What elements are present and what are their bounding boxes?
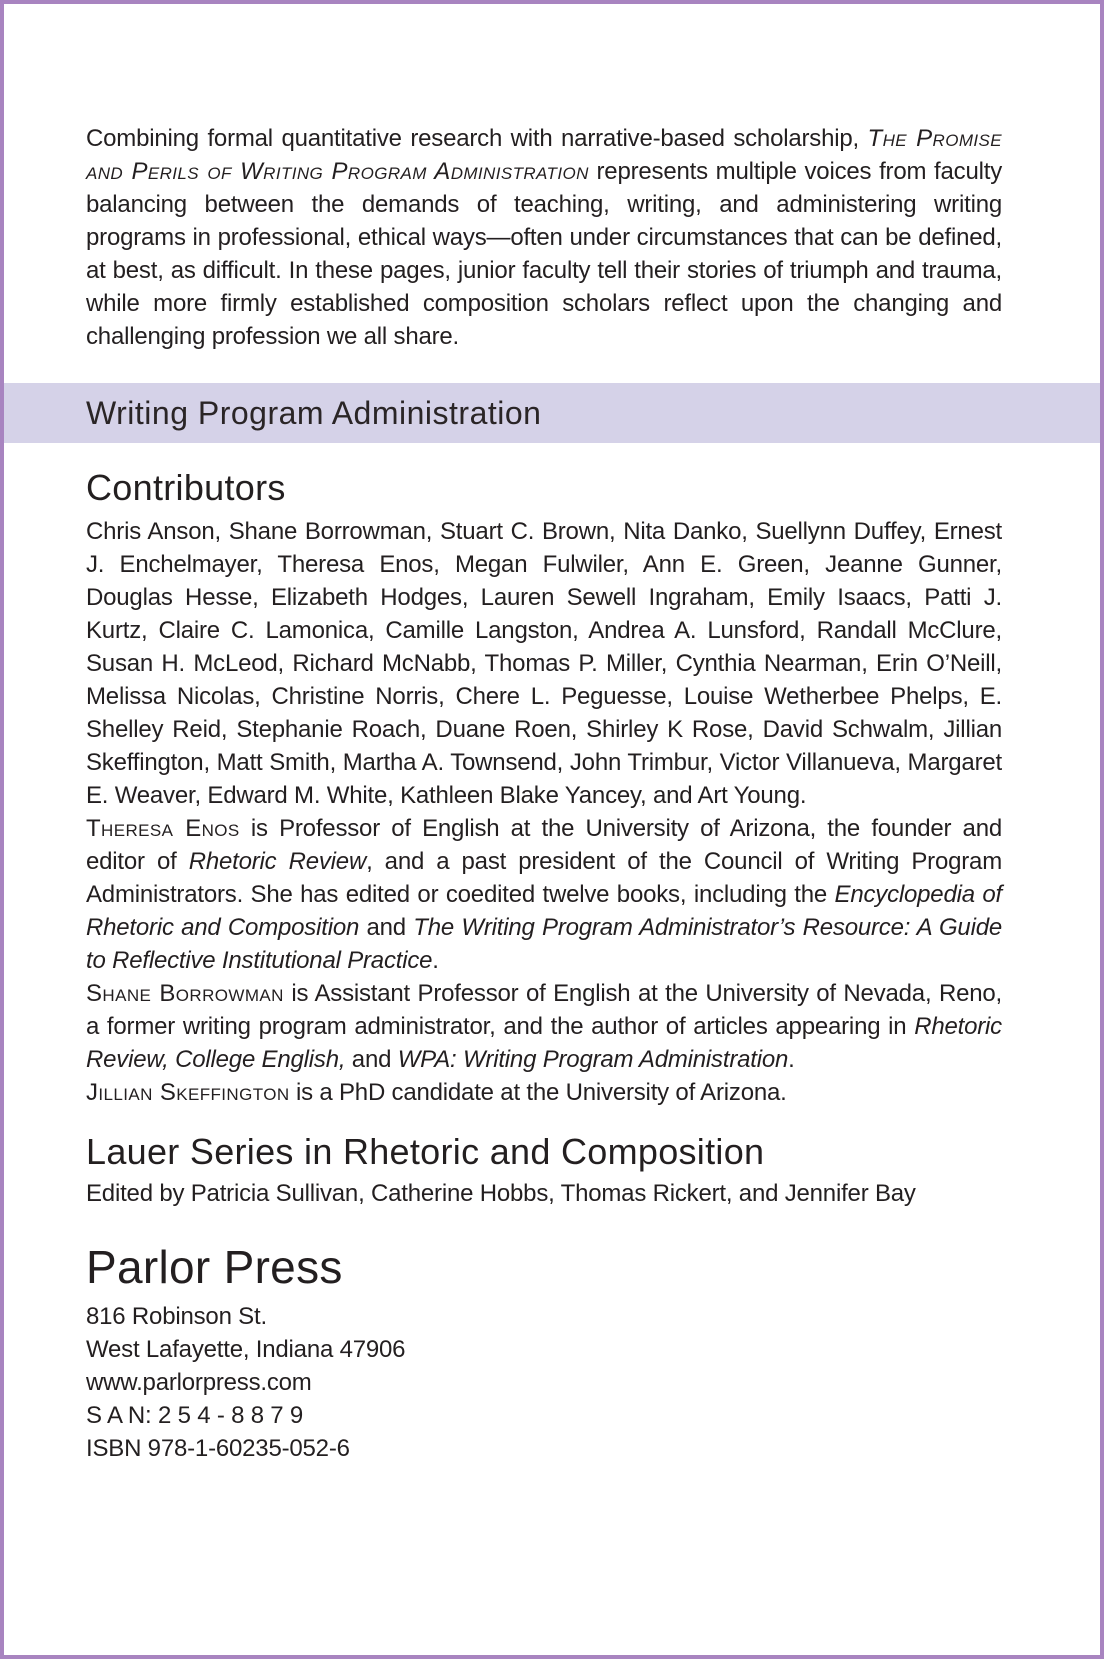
series-editors-line: Edited by Patricia Sullivan, Catherine Hobbs, Thomas Rickert, and Jennifer Bay [86,1180,916,1207]
bio-borrowman-text-3: . [788,1046,795,1073]
bio-enos-text-4: . [432,947,439,974]
author-name-theresa-enos: Theresa Enos [86,815,240,842]
bio-enos-text-3: and [359,914,414,941]
bio-theresa-enos [86,812,1002,977]
italic-title-encyclopedia: Encyclopedia of Rhetoric and Composition [86,881,1002,941]
publisher-san-number: S A N: 2 5 4 - 8 8 7 9 [86,1402,304,1429]
publisher-street-address: 816 Robinson St. [86,1303,267,1330]
bio-enos-text-1: is Professor of English at the University of Arizona, the founder and editor of [86,815,1002,875]
publisher-website: www.parlorpress.com [86,1369,312,1396]
publisher-name: Parlor Press [86,1241,343,1293]
bio-skeffington-text-1: is a PhD candidate at the University of Arizona. [289,1079,787,1106]
title-banner [4,383,1100,443]
intro-paragraph [86,122,1002,353]
intro-rest-text: represents multiple voices from faculty balancing between the demands of teaching, writing, and administering writing programs in professional, ethical ways—often under circumstances that can be defined, at best, as difficult. In these pages, junior faculty tell their stories of triumph and trauma, while more firmly established composition scholars reflect upon the changing and challenging profession we all share. [86,158,1003,350]
author-name-jillian-skeffington: Jillian Skeffington [86,1079,290,1106]
intro-lead-text: Combining formal quantitative research with narrative-based scholarship, [86,125,868,152]
italic-title-wpa-journal: WPA: Writing Program Administration [397,1046,789,1073]
bio-shane-borrowman [86,977,1002,1076]
bio-borrowman-text-1: is Assistant Professor of English at the University of Nevada, Reno, a former writing program administrator, and the author of articles appearing in [86,980,1002,1040]
italic-title-wpa-resource: The Writing Program Administrator’s Resource: A Guide to Reflective Institutional Practice [86,914,1002,974]
author-name-shane-borrowman: Shane Borrowman [86,980,284,1007]
publisher-city-address: West Lafayette, Indiana 47906 [86,1336,406,1363]
banner-title: Writing Program Administration [86,394,542,431]
contributors-heading: Contributors [86,467,286,508]
series-heading: Lauer Series in Rhetoric and Composition [86,1131,765,1172]
bio-enos-text-2: , and a past president of the Council of Writing Program Administrators. She has edited or coedited twelve books, including the [86,848,1002,908]
bio-borrowman-text-2: and [345,1046,398,1073]
cover-content [4,4,1100,1465]
contributors-names: Chris Anson, Shane Borrowman, Stuart C. Brown, Nita Danko, Suellynn Duffey, Ernest J. Enchelmayer, Theresa Enos, Megan Fulwiler, Ann E. Green, Jeanne Gunner, Douglas Hesse, Elizabeth Hodges, Lauren Sewell Ingraham, Emily Isaacs, Patti J. Kurtz, Claire C. Lamonica, Camille Langston, Andrea A. Lunsford, Randall McClure, Susan H. McLeod, Richard McNabb, Thomas P. Miller, Cynthia Nearman, Erin O’Neill, Melissa Nicolas, Christine Norris, Chere L. Peguesse, Louise Wetherbee Phelps, E. Shelley Reid, Stephanie Roach, Duane Roen, Shirley K Rose, David Schwalm, Jillian Skeffington, Matt Smith, Martha A. Townsend, John Trimbur, Victor Villanueva, Margaret E. Weaver, Edward M. White, Kathleen Blake Yancey, and Art Young. [86,518,1002,809]
italic-titles-journals: Rhetoric Review, College English, [86,1013,1002,1073]
italic-title-rhetoric-review: Rhetoric Review [188,848,367,875]
publisher-block [86,1242,1002,1465]
book-title-smallcaps: The Promise and Perils of Writing Program Administration [86,125,1002,185]
bio-jillian-skeffington [86,1076,1002,1109]
publisher-isbn-number: ISBN 978-1-60235-052-6 [86,1435,350,1462]
